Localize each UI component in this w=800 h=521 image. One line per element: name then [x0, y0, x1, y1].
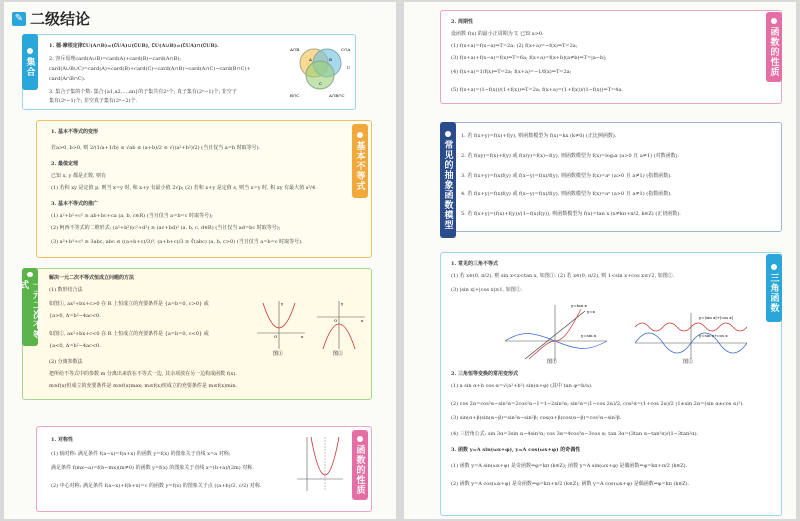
- venn-label: C∩A: [341, 47, 351, 52]
- ineq-line: 已知 x, y 都是正数, 则有: [51, 173, 107, 179]
- axis-label: O: [334, 318, 338, 323]
- fprop-line: 满足条件 f(mx−a)=f(b−mx)(m≠0) 的函数 y=f(x) 的图象关于直线 x=(b+a)/(2m) 对称.: [51, 465, 254, 471]
- trig-line: 3. 函数 y=A sin(ωx+φ), y=A cos(ωx+φ) 的奇偶性: [451, 447, 581, 453]
- trig-line: (2) cos 2α=cos²α−sin²α=2cos²α−1=1−2sin²α; sin²α=(1−cos 2α)/2, cos²α=(1+cos 2α)/2 (1±sin 2α=(sin α±cos α)²).: [451, 401, 744, 407]
- venn-label: A∩B∩C: [329, 93, 345, 98]
- left-page: [4, 2, 396, 519]
- inequality-tab: [352, 124, 368, 198]
- venn-label: B: [329, 57, 332, 62]
- period-line: (3) f(x+a)+f(x−a)=f(x)⇒T=6a; f(x+a)=f(x+b)(a≠b)⇒T=|a−b|;: [451, 55, 607, 61]
- trig-line: 1. 常见的三角不等式: [451, 261, 498, 267]
- trig-line: 2. 三角恒等变换的常用变形式: [451, 371, 518, 377]
- bullet-icon: [771, 18, 777, 24]
- bullet-icon: [445, 131, 451, 137]
- curve-label: y=sin x: [581, 333, 597, 338]
- abstract-line: 1. 若 f(x+y)=f(x)+f(y), 则函数模型为 f(x)=kx (k≠0) (正比例函数).: [461, 133, 617, 139]
- axis-label: y: [341, 301, 344, 306]
- trig-figure-2: [631, 309, 751, 365]
- period-line: (5) f(x+a)=(1−f(x))/(1+f(x))⇒T=2a; f(x+a)=(1+f(x))/(1−f(x))⇒T=4a.: [451, 87, 623, 93]
- parabola-figure-1: [253, 297, 309, 357]
- set-line: 集有(2ⁿ−1)个; 非空真子集有(2ⁿ−2)个.: [49, 98, 138, 104]
- curve-label: y=sin x+cos x: [699, 333, 728, 338]
- period-line: (1) f(x+a)=f(x−a)⇒T=2a; (2) f(x+a)=−f(x)⇒T=2a;: [451, 43, 578, 49]
- abstract-function-tab: [440, 122, 456, 238]
- bullet-icon: [771, 264, 777, 270]
- bullet-icon: [357, 132, 363, 138]
- right-page: [404, 2, 796, 519]
- venn-label: A: [309, 57, 312, 62]
- figure-label: 图②: [683, 359, 694, 365]
- trig-line: (1) a sin α+b cos α=√(a²+b²) sin(α+φ) (其中 tan φ=b/a).: [451, 383, 593, 389]
- function-property-tab-2-label: 函数的性质: [768, 26, 779, 77]
- axis-label: O: [274, 334, 278, 339]
- set-tab: [22, 34, 38, 90]
- ineq-line: (1) a²+b²+c² ≥ ab+bc+ca (a, b, c∈R) (当且仅当 a=b=c 时取等号);: [51, 213, 213, 219]
- abstract-line: 4. 若 f(x+y)=f(x)f(y) 或 f(x−y)=f(x)/f(y), 则函数模型为 f(x)=aˣ (a>0 且 a≠1) (指数函数).: [461, 191, 672, 197]
- trig-line: (1) 若 x∈(0, π/2), 则 sin x<x<tan x, 如图①. (2) 若 x∈(0, π/2), 则 1<sin x+cos x≤√2, 如图②.: [451, 273, 675, 279]
- period-line: 设函数 f(x) 的最小正周期为 T, 已知 a>0.: [451, 31, 544, 37]
- venn-label: B∩C: [290, 93, 300, 98]
- periodicity-box: [440, 10, 782, 104]
- bullet-icon: [27, 272, 33, 277]
- function-property-box: [36, 426, 372, 512]
- period-line: 2. 周期性: [451, 19, 473, 25]
- trig-tab-label: 三角函数: [768, 272, 779, 313]
- abstract-line: 2. 若 f(xy)=f(x)+f(y) 或 f(x/y)=f(x)−f(y), 则函数模型为 f(x)=logₐx (a>0 且 a≠1) (对数函数).: [461, 153, 680, 159]
- set-line: 2. 容斥原理card(A∪B)=card(A)+card(B)−card(A∩B);: [49, 56, 181, 62]
- abstract-function-tab-label: 常见的抽象函数模型: [442, 139, 453, 230]
- set-line: card(A∩B∩C).: [49, 76, 86, 82]
- quad-line: 解决一元二次不等式恒成立问题的方法: [49, 275, 135, 281]
- section-header: [12, 8, 90, 29]
- fprop-line: (1) 轴对称: 满足条件 f(a−x)=f(a+x) 的函数 y=f(x) 的图象关于直线 x=a 对称;: [51, 451, 231, 457]
- quadratic-tab: [18, 268, 41, 346]
- trig-line: (3) sin(α+β)sin(α−β)=sin²α−sin²β; cos(α+β)cos(α−β)=cos²α−sin²β.: [451, 415, 622, 421]
- venn-diagram: [289, 39, 353, 103]
- quadratic-tab-label: 一元二次不等式: [18, 280, 41, 341]
- quad-line: (1) 数形结合法: [49, 287, 83, 293]
- ineq-line: 若a>0, b>0, 则 2/(1/a+1/b) ≤ √ab ≤ (a+b)/2 ≤ √((a²+b²)/2) (当且仅当 a=b 时取等号).: [51, 145, 261, 151]
- abstract-line: 5. 若 f(x+y)=(f(x)+f(y))/(1−f(x)f(y)), 则函数模型为 f(x)=tan x (x≠kπ+π/2, k∈Z) (正切函数).: [461, 211, 681, 217]
- fprop-line: (2) 中心对称: 满足条件 f(a−x)+f(b+x)=c 的函数 y=f(x) 的图象关于点 ((a+b)/2, c/2) 对称.: [51, 483, 262, 489]
- function-property-tab: [352, 430, 368, 500]
- function-property-tab-2: [766, 12, 782, 82]
- ineq-line: (3) a³+b³+c³ ≥ 3abc, abc ≤ ((a+b+c)/3)³, (a+b+c)/3 ≥ ∛(abc) (a, b, c>0) (当且仅当 a=b=c 时取等号).: [51, 239, 303, 245]
- venn-label: A∩B: [290, 47, 300, 52]
- bullet-icon: [357, 436, 363, 442]
- set-line: 1. 德·摩根定律∁U(A∩B)=(∁UA)∪(∁UB), ∁U(A∪B)=(∁UA)∩(∁UB).: [49, 43, 219, 49]
- set-line: 3. 集合子集的个数: 集合{a1,a2,…,an}的子集共有2ⁿ个; 真子集有(2ⁿ−1)个; 非空子: [49, 89, 237, 95]
- quad-line: 如图②, ax²+bx+c<0 在 R 上恒成立的充要条件是 {a=b=0, c<0} 或: [49, 331, 209, 337]
- fprop-line: 1. 对称性: [51, 437, 73, 443]
- pen-icon: ✎: [12, 12, 26, 26]
- axis-label: x: [301, 334, 304, 339]
- trig-box: [440, 252, 782, 516]
- bullet-icon: [27, 48, 33, 54]
- trig-line: (4) 三倍角公式: sin 3α=3sin α−4sin³α; cos 3α=4cos³α−3cos α; tan 3α=(3tan α−tan³α)/(1−3tan²α).: [451, 431, 699, 437]
- trig-figure-1: [501, 301, 611, 365]
- axis-label: y: [281, 301, 284, 306]
- quad-line: m≥f(x)恒成立的充要条件是 m≥f(x)max; m≤f(x)恒成立的充要条件是 m≤f(x)min.: [49, 383, 238, 389]
- set-line: card(A∪B∪C)=card(A)+card(B)+card(C)−card(A∩B)−card(A∩C)−card(B∩C)+: [49, 66, 251, 72]
- trig-line: (3) |sin x|+|cos x|≥1, 如图②.: [451, 287, 523, 293]
- inequality-tab-label: 基本不等式: [354, 140, 365, 191]
- quad-line: {a>0, Δ=b²−4ac<0.: [49, 313, 101, 319]
- inequality-box: [36, 120, 372, 258]
- quad-line: 把所给不等式中的参数 m 分离出来放在不等式一边, 其余项放在另一边构成函数 f(x).: [49, 371, 237, 377]
- venn-label: C: [319, 81, 323, 86]
- function-property-tab-label: 函数的性质: [354, 444, 365, 495]
- parabola-figure-2: [313, 297, 369, 357]
- set-box: [22, 34, 356, 110]
- abstract-line: 3. 若 f(x+y)=f(x)f(y) 或 f(x−y)=f(x)/f(y), 则函数模型为 f(x)=aˣ (a>0 且 a≠1) (指数函数).: [461, 173, 672, 179]
- figure-label: 图①: [547, 359, 558, 365]
- quadratic-box: [22, 268, 372, 400]
- ineq-line: 1. 基本不等式的变形: [51, 129, 98, 135]
- quad-line: {a<0, Δ=b²−4ac<0.: [49, 343, 101, 349]
- period-line: (4) f(x+a)=1/f(x)⇒T=2a; f(x+a)=−1/f(x)⇒T=2a;: [451, 69, 572, 75]
- section-title: 二级结论: [30, 10, 91, 28]
- curve-label: y=x: [587, 309, 595, 314]
- trig-line: (1) 函数 y=A sin(ωx+φ) 是奇函数⇔φ=kπ (k∈Z); 函数 y=A sin(ωx+φ) 是偶函数⇔φ=kπ+π/2 (k∈Z).: [451, 463, 688, 469]
- figure-label: 图①: [273, 351, 284, 357]
- axis-label: x: [361, 318, 364, 323]
- ineq-line: 2. 最值定理: [51, 161, 78, 167]
- symmetry-figure: [295, 433, 345, 493]
- curve-label: y=|sin x|+|cos x|: [699, 315, 734, 320]
- abstract-function-box: [440, 122, 782, 232]
- ineq-line: 3. 基本不等式的推广: [51, 201, 98, 207]
- trig-line: (2) 函数 y=A cos(ωx+φ) 是奇函数⇔φ=kπ+π/2 (k∈Z); 函数 y=A cos(ωx+φ) 是偶函数⇔φ=kπ (k∈Z).: [451, 481, 690, 487]
- venn-label: U: [347, 65, 351, 70]
- quad-line: 如图①, ax²+bx+c>0 在 R 上恒成立的充要条件是 {a=b=0, c>0} 或: [49, 301, 209, 307]
- trig-tab: [766, 254, 782, 322]
- ineq-line: (1) 若积 xy 是定值 p, 则当 x=y 时, 和 x+y 有最小值 2√p; (2) 若和 x+y 是定值 s, 则当 x=y 时, 积 xy 有最大值 s²/4.: [51, 185, 317, 191]
- quad-line: (2) 分离参数法: [49, 359, 83, 365]
- curve-label: y=tan x: [571, 303, 587, 308]
- figure-label: 图②: [333, 351, 344, 357]
- ineq-line: (2) 柯西不等式的二维形式: (a²+b²)(c²+d²) ≥ (ac+bd)² (a, b, c, d∈R) (当且仅当 ad=bc 时取等号);: [51, 225, 281, 231]
- set-tab-label: 集合: [24, 56, 35, 77]
